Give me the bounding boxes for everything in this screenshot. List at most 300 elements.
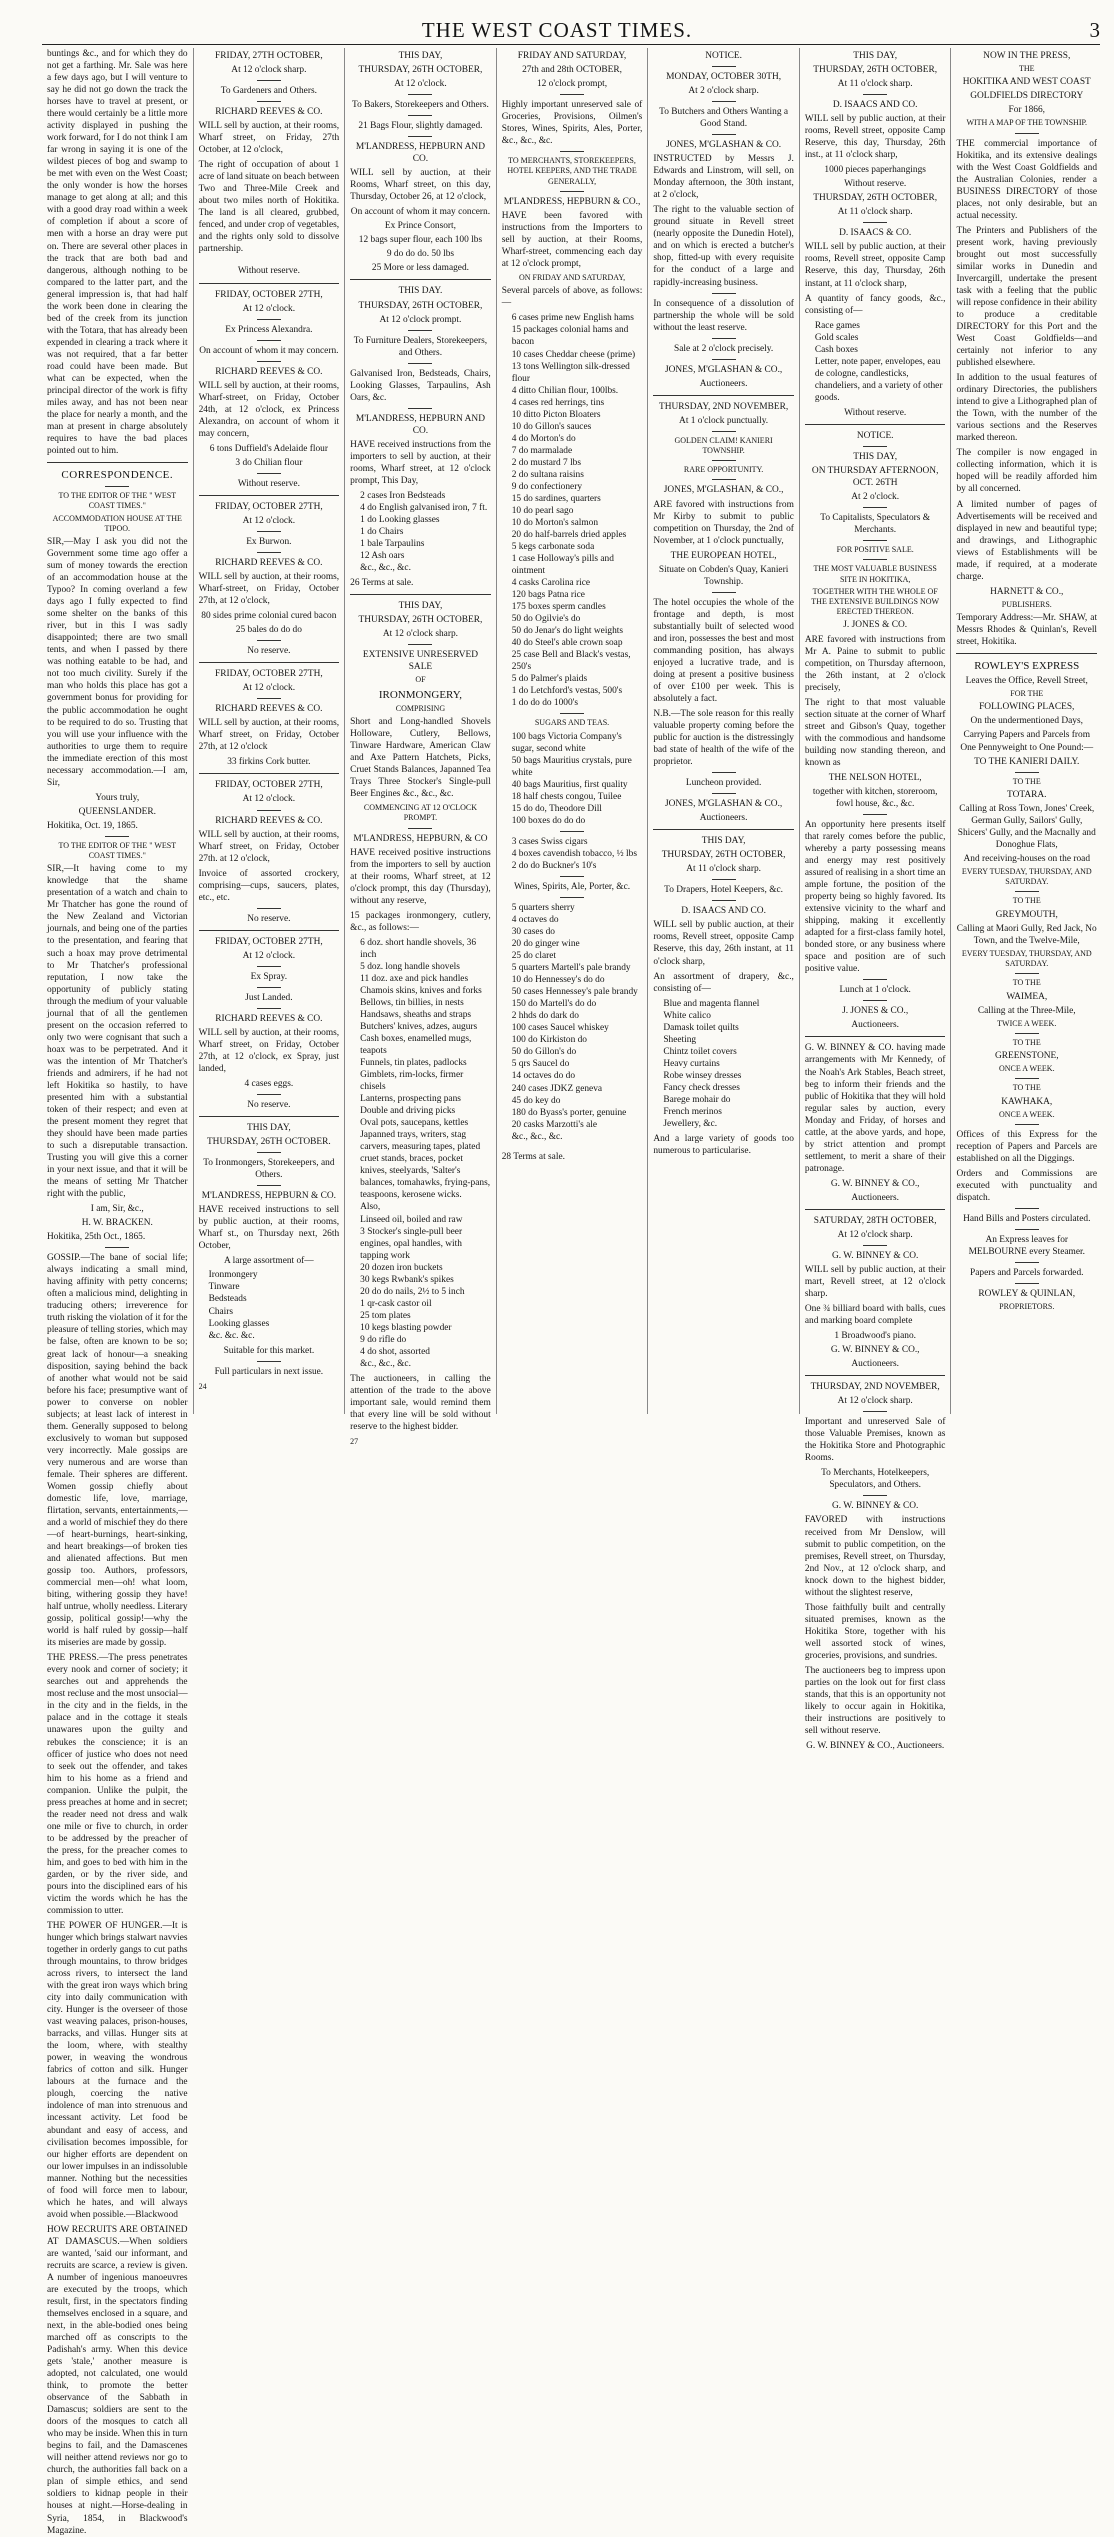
centered-line: THURSDAY, 26TH OCTOBER, xyxy=(813,65,938,76)
list-item: 5 qrs Saucel do xyxy=(511,1059,570,1070)
short-rule xyxy=(560,151,584,152)
centered-line: GOLDFIELDS DIRECTORY xyxy=(970,91,1084,102)
short-rule xyxy=(1015,1208,1039,1209)
centered-line: GREENSTONE, xyxy=(994,1051,1059,1062)
paragraph: An opportunity here presents itself that rarely comes before the public, whereby a party possessing means and energy may rest positively assured of realising in a short time an ample fortune, the position of the property being so highly favored. Its extensive vicinity to the wharf and shipping, making it excellently adapted for a first-class family hotel, bonded store, or any business where space and position are of such positive value. xyxy=(804,819,946,975)
centered-line: Leaves the Office, Revell Street, xyxy=(965,676,1088,687)
short-rule xyxy=(257,698,281,699)
short-rule xyxy=(105,486,129,487)
short-rule xyxy=(257,473,281,474)
centered-line: J. JONES & CO. xyxy=(843,620,908,631)
centered-line: THE EUROPEAN HOTEL, xyxy=(670,550,777,561)
short-rule xyxy=(712,101,736,102)
centered-line: Without reserve. xyxy=(844,407,907,418)
centered-line: At 12 o'clock. xyxy=(242,515,296,526)
short-rule xyxy=(408,408,432,409)
short-rule xyxy=(408,115,432,116)
centered-line: ROWLEY'S EXPRESS xyxy=(974,660,1080,673)
centered-line: KAWHAKA, xyxy=(1001,1096,1053,1107)
short-rule xyxy=(712,793,736,794)
centered-line: At 12 o'clock prompt. xyxy=(379,314,462,325)
paragraph: INSTRUCTED by Messrs J. Edwards and Linstrom, will sell, on Monday afternoon, the 30th instant, at 2 o'clock, xyxy=(653,154,794,201)
centered-line: On the undermentioned Days, xyxy=(970,716,1083,727)
list-item: 10 cases Cheddar cheese (prime) xyxy=(511,349,636,360)
column-rule xyxy=(47,462,188,463)
list-item: 20 do do nails, 2½ to 5 inch xyxy=(360,1286,465,1297)
paragraph: FAVORED with instructions received from Mr Denslow, will submit to public competition, on the premises, Revell street, on Thursday, 2nd Nov., at 12 o'clock sharp, and knock down to the highest bidder, without the slightest reserve, xyxy=(804,1515,946,1598)
paragraph: ARE favored with instructions from Mr Kirby to submit to public competition on Thursday, the 2nd of November, at 1 o'clock punctually, xyxy=(653,499,794,546)
item-list xyxy=(512,836,643,872)
centered-line: D. ISAACS AND CO. xyxy=(832,100,918,111)
list-item: 100 bags Victoria Company's sugar, second white xyxy=(511,731,622,754)
centered-line: JONES, M'GLASHAN & CO., xyxy=(664,799,783,810)
list-item: 5 doz. long handle shovels xyxy=(360,961,460,972)
centered-line: Without reserve. xyxy=(237,478,300,489)
list-item: 2 do mustard 7 lbs xyxy=(511,457,582,468)
paragraph: The hotel occupies the whole of the frontage and depth, is most substantially built of selected wood and iron, possesses the best and most commanding position, has always enjoyed a lucrative trade, and is doing at present a positive business of over £100 per week. This is absolutely a fact. xyxy=(653,597,794,704)
list-item: 2 cases Iron Bedsteads xyxy=(360,490,446,501)
centered-line: On account of whom it may concern. xyxy=(199,345,339,356)
list-item: Funnels, tin plates, padlocks xyxy=(360,1058,467,1069)
list-item: Letter, note paper, envelopes, eau de cologne, candlesticks, chandeliers, and a variety of other goods. xyxy=(814,356,943,403)
short-rule xyxy=(257,1185,281,1186)
list-item: Chairs xyxy=(208,1306,234,1317)
short-rule xyxy=(1015,1283,1039,1284)
list-item: 4 do English galvanised iron, 7 ft. xyxy=(360,502,488,513)
masthead-rule xyxy=(42,44,1100,45)
list-item: 12 Ash oars xyxy=(360,551,405,562)
centered-line: 21 Bags Flour, slightly damaged. xyxy=(358,121,483,132)
list-item: 50 do Jenar's do light weights xyxy=(511,626,624,637)
centered-line: 27th and 28th OCTOBER, xyxy=(522,65,622,76)
list-item: 40 do Steel's able crown soap xyxy=(511,638,623,649)
list-item: 2 do sultana raisins xyxy=(511,469,584,480)
centered-line: At 12 o'clock. xyxy=(394,79,447,90)
centered-line: Hand Bills and Posters circulated. xyxy=(963,1213,1091,1224)
centered-line: H. W. BRACKEN. xyxy=(81,1218,153,1229)
short-rule xyxy=(257,810,281,811)
short-rule xyxy=(863,814,887,815)
paragraph: Invoice of assorted crockery, comprising—cups, saucers, plates, etc., etc. xyxy=(198,868,340,903)
centered-line: Luncheon provided. xyxy=(685,778,762,789)
paragraph: Offices of this Express for the reception of Papers and Parcels are established on all the Diggings. xyxy=(956,1129,1098,1164)
list-item: 100 boxes do do do xyxy=(511,815,586,826)
list-item: 25 tom plates xyxy=(360,1310,411,1321)
list-item: 240 cases JDKZ geneva xyxy=(511,1083,603,1094)
column-rule xyxy=(199,1116,340,1117)
centered-line: At 11 o'clock sharp. xyxy=(837,207,913,218)
short-rule xyxy=(560,191,584,192)
centered-line: CORRESPONDENCE. xyxy=(61,469,174,482)
list-item: Chintz toilet covers xyxy=(663,1046,737,1057)
list-item: 20 casks Marzotti's ale xyxy=(511,1119,597,1130)
centered-line: 12 bags super flour, each 100 lbs xyxy=(358,235,483,246)
item-list xyxy=(512,902,643,1143)
paragraph: WILL sell by public auction, at their rooms, Revell street, opposite Camp Reserve, this day, 26th instant, at 11 o'clock sharp, xyxy=(653,920,794,967)
short-rule xyxy=(712,772,736,773)
list-item: Handsaws, sheaths and straps xyxy=(360,1009,472,1020)
paragraph: 26 Terms at sale. xyxy=(350,578,414,589)
list-item: 1 do Letchford's vestas, 500's xyxy=(511,686,623,697)
centered-line: Auctioneers. xyxy=(851,1020,899,1031)
centered-line: TO THE KANIERI DAILY. xyxy=(974,756,1080,767)
list-item: 9 do confectionery xyxy=(511,481,583,492)
item-list xyxy=(512,731,643,827)
centered-line: FOLLOWING PLACES, xyxy=(979,702,1075,713)
list-item: 4 octaves do xyxy=(511,915,559,926)
list-item: 4 casks Carolina rice xyxy=(511,578,591,589)
column-rule xyxy=(805,1375,946,1376)
centered-line: I am, Sir, &c., xyxy=(90,1204,144,1215)
centered-line: To Butchers and Others Wanting a Good Stand. xyxy=(659,107,789,130)
short-rule xyxy=(257,1094,281,1095)
list-item: 10 ditto Picton Bloaters xyxy=(511,409,601,420)
paragraph: THE commercial importance of Hokitika, and its extensive dealings with the West Coast Goldfields and the Australian Colonies, render a BUSINESS DIRECTORY of those places, not only desirable, but an actual necessity. xyxy=(956,138,1098,221)
centered-line: Carrying Papers and Parcels from One Pennyweight to One Pound:— xyxy=(960,730,1094,753)
column-5 xyxy=(648,48,800,1414)
centered-line: THURSDAY, 26TH OCTOBER, xyxy=(661,850,786,861)
paragraph: SIR,—May I ask you did not the Government some time ago offer a sum of money towards the erection of an accommodation house at the Typoo? In coming overland a few days ago I fully expected to find some shelter on the banks of this river, but in this I was sadly disappointed; there are two small tents, and when I passed by there was nothing eatable to be had, and not too much civility. Surely if the man who holds this place has got a government bonus for providing for the public accommodation he ought to be required to do so. Trusting that you will use your influence with the authorities to urge them to require the immediate erection of this most necessary accommodation.—I am, Sir, xyxy=(47,537,188,788)
paragraph: GOSSIP.—The bane of social life; always indicating a small mind, having affinity with petty concerns; often a malicious mind, delighting in traducing others; irreverence for truth risking the violation of it for the pleasure of telling stories, which may be false, often are known to be so; great lack of honour—a sneaking disposition, saying behind the back of another what would not be said before his face; presumptive want of power to converse on nobler subjects; at least lack of interest in them. Generally supposed to belong exclusively to woman but supposed very incorrectly. Male gossips are very numerous and are worse than female. Their spheres are different. Women gossip chiefly about domestic life, love, marriage, flirtation, servants, entertainments,—and a world of mischief they do there—of heart-burnings, heart-sinking, and heart breakings—of broken ties and alienated affections. But men gossip too. Authors, professors, commercial men—oh! what loom, biting, withering gossip they have! half untrue, wholly needless. Literary gossip, political gossip!—why the world is half ruled by gossip—half its miseries are made by gossip. xyxy=(47,1253,188,1649)
short-rule xyxy=(257,80,281,81)
advert-number: 24 xyxy=(198,1381,207,1391)
column-rule xyxy=(956,653,1097,654)
paragraph: A quantity of fancy goods, &c., consisting of— xyxy=(804,293,946,316)
centered-line: EVERY TUESDAY, THURSDAY, AND SATURDAY. xyxy=(961,948,1092,969)
list-item: 14 octaves do do xyxy=(511,1071,576,1082)
list-item: 4 cases red herrings, tins xyxy=(511,397,605,408)
centered-line: TO THE xyxy=(1012,1083,1041,1093)
centered-line: RICHARD REEVES & CO. xyxy=(215,704,323,715)
centered-line: Auctioneers. xyxy=(851,1359,899,1370)
list-item: 20 do half-barrels dried apples xyxy=(511,529,627,540)
centered-line: G. W. BINNEY & CO. xyxy=(831,1250,919,1261)
paragraph: WILL sell by auction, at their rooms, Wharf street, on Friday, October 27th, at 12 o'clock xyxy=(198,718,340,753)
centered-line: An Express leaves for MELBOURNE every Steamer. xyxy=(968,1235,1085,1258)
list-item: Sheeting xyxy=(663,1034,697,1045)
item-list xyxy=(512,312,643,709)
centered-line: TO THE xyxy=(1012,978,1041,988)
list-item: 20 dozen iron buckets xyxy=(360,1262,443,1273)
list-item: 5 quarters sherry xyxy=(511,903,575,914)
short-rule xyxy=(257,319,281,320)
paragraph: HAVE received positive instructions from the importers to sell by auction at their rooms, Wharf street, at 12 o'clock prompt, this day (Thursday), without any reserve, xyxy=(350,847,491,906)
centered-line: FRIDAY, OCTOBER 27TH, xyxy=(215,780,323,791)
list-item: 2 do do Buckner's 10's xyxy=(511,860,597,871)
centered-line: FRIDAY AND SATURDAY, xyxy=(517,51,627,61)
list-item: Lanterns, prospecting pans xyxy=(360,1094,461,1105)
centered-line: At 2 o'clock. xyxy=(851,491,900,502)
list-item: 4 do Morton's do xyxy=(511,433,576,444)
short-rule xyxy=(1015,1078,1039,1079)
centered-line: A large assortment of— xyxy=(224,1256,314,1267)
centered-line: SATURDAY, 28TH OCTOBER, xyxy=(813,1215,937,1226)
paragraph: WILL sell by auction, at their rooms, Wharf street, on Friday, October 27th, at 12 o'clock, ex Spray, just landed, xyxy=(198,1027,340,1074)
paragraph: And a large variety of goods too numerous to particularise. xyxy=(653,1133,794,1156)
column-6 xyxy=(800,48,952,1752)
centered-line: THURSDAY, 26TH OCTOBER, xyxy=(358,615,483,626)
centered-line: Situate on Cobden's Quay, Kanieri Township. xyxy=(658,564,789,587)
paragraph: THE POWER OF HUNGER.—It is hunger which brings stalwart navvies together in orderly gangs to cut paths through mountains, to throw bridges across rivers, to intersect the land with the great iron ways which bring city into daily communication with city. Hunger is the overseer of those vast weaving palaces, prison-houses, barracks, and villas. Hunger sits at the loom, where, with stealthy power, in weaving the wondrous fabrics of cotton and silk. Hunger labours at the furnace and the plough, coercing the native indolence of man into strenuous and incessant activity. Let food be abundant and easy of access, and civilisation becomes impossible, for our higher efforts are dependent on our lower impulses in an indissoluble manner. Nothing but the necessities of food will force men to labour, which he hates, and will always avoid when possible.—Blackwood xyxy=(47,1920,188,2220)
short-rule xyxy=(863,1000,887,1001)
centered-line: WAIMEA, xyxy=(1006,991,1048,1002)
list-item: 1 do Looking glasses xyxy=(360,514,440,525)
centered-line: Without reserve. xyxy=(237,266,300,277)
item-list xyxy=(360,937,491,1370)
paragraph: G. W. BINNEY & CO. having made arrangements with Mr Kennedy, of the Noah's Ark Stables, Beach street, beg to inform their friends and the public of Hokitika that they will hold regular sales by auction, every Monday and Friday, of horses and cattle, at the above yards, and hope, by strict attention and prompt settlement, to merit a share of their patronage. xyxy=(804,1043,946,1174)
paragraph: Orders and Commissions are executed with punctuality and dispatch. xyxy=(956,1168,1098,1203)
paragraph: Important and unreserved Sale of those Valuable Premises, known as the Hokitika Store and Photographic Rooms. xyxy=(804,1417,946,1464)
centered-line: GREYMOUTH, xyxy=(995,909,1058,920)
list-item: 100 do Kirkiston do xyxy=(511,1035,587,1046)
centered-line: At 1 o'clock punctually. xyxy=(679,415,769,426)
paragraph: The right to the valuable section of ground situate in Revell street (nearly opposite the Dunedin Hotel), and on which is erected a butcher's shop, fitted-up with every requisite for the conduct of a large and rapidly-increasing business. xyxy=(653,205,794,288)
list-item: 45 do key do xyxy=(511,1095,561,1106)
list-item: 11 doz. axe and pick handles xyxy=(360,973,469,984)
centered-line: Ex Princess Alexandra. xyxy=(225,324,313,335)
column-rule xyxy=(199,930,340,931)
short-rule xyxy=(712,592,736,593)
paragraph: WILL sell by auction, at their Rooms, Wharf street, on this day, Thursday, October 26, at 12 o'clock, xyxy=(350,168,491,203)
list-item: Also, xyxy=(360,1202,381,1213)
centered-line: Auctioneers. xyxy=(699,813,748,824)
short-rule xyxy=(712,338,736,339)
short-rule xyxy=(1015,1124,1039,1125)
list-item: 2 hhds do dark do xyxy=(511,1011,579,1022)
centered-line: Auctioneers. xyxy=(699,378,748,389)
paragraph: WILL sell by auction, at their rooms, Wharf street, on Friday, October 27th. at 12 o'clock, xyxy=(198,829,340,864)
column-2 xyxy=(194,48,346,1414)
list-item: Cash boxes, enamelled mugs, teapots xyxy=(360,1034,472,1057)
centered-line: SUGARS AND TEAS. xyxy=(534,718,610,728)
short-rule xyxy=(560,713,584,714)
centered-line: JONES, M'GLASHAN & CO., xyxy=(664,364,783,375)
list-item: Jewellery, &c. xyxy=(663,1118,718,1129)
centered-line: THIS DAY, xyxy=(398,51,443,61)
list-item: Gimblets, rim-locks, firmer chisels xyxy=(360,1070,464,1093)
paragraph: Several parcels of above, as follows:— xyxy=(501,286,643,309)
centered-line: HOKITIKA AND WEST COAST xyxy=(962,77,1091,88)
list-item: French merinos xyxy=(663,1106,722,1117)
paragraph: WILL sell by auction, at their rooms, Wharf-street, on Friday, October 27th, at 12 o'clock, xyxy=(198,572,340,607)
short-rule xyxy=(560,831,584,832)
centered-line: THURSDAY, 2ND NOVEMBER, xyxy=(810,1382,940,1393)
centered-line: G. W. BINNEY & CO., Auctioneers. xyxy=(806,1741,945,1752)
centered-line: 3 do Chilian flour xyxy=(235,457,303,468)
paragraph: The auctioneers beg to impress upon parties on the look out for first class stands, that this is an opportunity not likely to occur again in Hokitika, their instructions are positively to sell without reserve. xyxy=(804,1665,946,1736)
centered-line: Ex Burwon. xyxy=(246,536,292,547)
paragraph: The auctioneers, in calling the attention of the trade to the above important sale, would remind them that every line will be sold without reserve to the highest bidder. xyxy=(350,1373,491,1433)
short-rule xyxy=(408,94,432,95)
list-item: 5 quarters Martell's pale brandy xyxy=(511,963,631,974)
paragraph: In addition to the usual features of ordinary Directories, the publishers intend to give a Lithographed plan of the Town, with the number of the various sections and the Reserves marked thereon. xyxy=(956,373,1098,444)
paragraph: ARE favored with instructions from Mr A. Paine to submit to public competition, on Thursday afternoon, the 26th instant, at 2 o'clock precisely, xyxy=(804,634,946,693)
list-item: 10 do Gillon's sauces xyxy=(511,421,592,432)
centered-line: ON THURSDAY AFTERNOON, OCT. 26TH xyxy=(811,465,939,488)
centered-line: Lunch at 1 o'clock. xyxy=(839,985,911,996)
short-rule xyxy=(1015,133,1039,134)
centered-line: Auctioneers. xyxy=(851,1192,899,1203)
item-list xyxy=(209,1269,340,1341)
centered-line: M'LANDRESS, HEPBURN AND CO. xyxy=(355,413,485,436)
centered-line: NOTICE. xyxy=(856,430,894,441)
list-item: 10 do pearl sago xyxy=(511,505,574,516)
short-rule xyxy=(257,987,281,988)
paragraph: One ¾ billiard board with balls, cues and marking board complete xyxy=(804,1304,946,1327)
list-item: 175 boxes sperm candles xyxy=(511,602,606,613)
list-item: 10 do Hennessey's do do xyxy=(511,975,605,986)
centered-line: Calling at Ross Town, Jones' Creek, German Gully, Sailors' Gully, Shicers' Gully, and the Macnally and Donoghue Flats, xyxy=(957,803,1096,850)
list-item: 1 do do do 1000's xyxy=(511,698,579,709)
short-rule xyxy=(712,460,736,461)
list-item: 7 do marmalade xyxy=(511,445,573,456)
centered-line: ON FRIDAY AND SATURDAY, xyxy=(518,273,626,283)
paragraph: THE PRESS.—The press penetrates every nook and corner of society; it searches out and apprehends the most recluse and the most unsocial—in the city and in the fields, in the palace and in the cottage it steals unawares upon the guilty and rebukes the conscience; it is an officer of justice who does not need to seek out the offender, and takes him to his home as a friend and companion. Unlike the pulpit, the press preaches at home and in secret; the reader need not dress and walk one mile or five to church, in order to be addressed by the preacher of the press, for the preacher comes to him, and goes to bed with him in the garden, or by the river side, and pours into the disciplined ears of his victim the words which he has the commission to utter. xyxy=(47,1653,188,1916)
column-4 xyxy=(497,48,649,1414)
centered-line: At 12 o'clock. xyxy=(242,794,296,805)
newspaper-masthead: THE WEST COAST TIMES. xyxy=(421,18,693,42)
column-rule xyxy=(350,594,491,595)
centered-line: 9 do do do. 50 lbs xyxy=(386,249,455,260)
list-item: 4 ditto Chilian flour, 100lbs. xyxy=(511,385,619,396)
list-item: 1 qr-cask castor oil xyxy=(360,1298,432,1309)
centered-line: TO MERCHANTS, STOREKEEPERS, HOTEL KEEPERS, AND THE TRADE GENERALLY, xyxy=(507,156,637,186)
centered-line: G. W. BINNEY & CO. xyxy=(831,1501,919,1512)
centered-line: THE MOST VALUABLE BUSINESS SITE IN HOKITIKA, xyxy=(813,564,937,584)
centered-line: THE xyxy=(1018,64,1035,74)
short-rule xyxy=(863,1245,887,1246)
centered-line: NOTICE. xyxy=(705,51,742,61)
list-item: White calico xyxy=(663,1010,711,1021)
item-list xyxy=(815,320,946,404)
centered-line: D. ISAACS & CO. xyxy=(839,228,912,239)
centered-line: M'LANDRESS, HEPBURN & CO. xyxy=(201,1191,336,1202)
centered-line: ACCOMMODATION HOUSE AT THE TIPOO. xyxy=(52,513,182,533)
short-rule xyxy=(408,828,432,829)
item-list xyxy=(663,998,794,1130)
centered-line: THURSDAY, 26TH OCTOBER, xyxy=(358,65,483,76)
short-rule xyxy=(408,330,432,331)
paragraph: A limited number of pages of Advertisements will be received and displayed in new and beautiful type; and drawings, and Lithographic views of Establishments will be made, if required, at a moderate charge. xyxy=(956,499,1098,582)
list-item: Butchers' knives, adzes, augurs xyxy=(360,1022,478,1033)
list-item: 18 half chests congou, Tuilee xyxy=(511,791,622,802)
centered-line: G. W. BINNEY & CO., xyxy=(830,1178,920,1189)
centered-line: THE NELSON HOTEL, xyxy=(828,772,922,783)
paragraph: The right to that most valuable section situate at the corner of Wharf street and Gibson's Quay, together with the commodious and handsome building now standing thereon, and known as xyxy=(804,697,946,768)
centered-line: At 12 o'clock sharp. xyxy=(837,1396,913,1407)
short-rule xyxy=(105,836,129,837)
centered-line: ROWLEY & QUINLAN, xyxy=(978,1289,1076,1300)
short-rule xyxy=(863,94,887,95)
centered-line: 25 bales do do do xyxy=(235,625,302,636)
list-item: 15 packages colonial hams and bacon xyxy=(511,325,629,348)
list-item: 1 bale Tarpaulins xyxy=(360,539,425,550)
column-7 xyxy=(951,48,1102,1414)
list-item: 5 kegs carbonate soda xyxy=(511,542,595,552)
centered-line: EXTENSIVE UNRESERVED SALE xyxy=(362,650,479,673)
short-rule xyxy=(257,908,281,909)
paragraph: Short and Long-handled Shovels Holloware, Cutlery, Bellows, Tinware Hardware, American Claw and Axe Pattern Hatchets, Picks, Cruet Stands Balances, Japanned Tea Trays Three Stocker's Single-pull Beer Engines &c., &c., &c. xyxy=(350,716,491,800)
centered-line: Suitable for this market. xyxy=(223,1345,315,1356)
list-item: 50 bags Mauritius crystals, pure white xyxy=(511,755,632,778)
item-list xyxy=(360,490,491,574)
centered-line: TWICE A WEEK. xyxy=(997,1018,1057,1028)
list-item: Looking glasses xyxy=(208,1318,270,1329)
list-item: Japanned trays, writers, stag carvers, measuring tapes, plated cruet stands, braces, pocket knives, steelyards, 'Salter's balances, tomahawks, frying-pans, teaspoons, kerosene wicks. xyxy=(360,1130,491,1201)
short-rule xyxy=(863,507,887,508)
short-rule xyxy=(712,293,736,294)
list-item: 3 Stocker's single-pull beer engines, opal handles, with tapping work xyxy=(360,1226,463,1261)
paragraph: HAVE been favored with instructions from the Importers to sell by auction, at their Rooms, Wharf-street, commencing each day at 12 o'clock prompt, xyxy=(501,210,643,270)
centered-line: ONCE A WEEK. xyxy=(998,1064,1055,1074)
list-item: 10 do Morton's salmon xyxy=(511,517,599,528)
centered-line: WITH A MAP OF THE TOWNSHIP. xyxy=(966,118,1088,128)
centered-line: J. JONES & CO., xyxy=(842,1006,909,1017)
list-item: 4 boxes cavendish tobacco, ½ lbs xyxy=(511,848,637,859)
short-rule xyxy=(1015,891,1039,892)
centered-line: TO THE xyxy=(1012,896,1041,906)
column-rule xyxy=(199,495,340,496)
paragraph: HAVE received instructions to sell by public auction, at their rooms, Wharf st., on Thursday next, 26th October, xyxy=(198,1205,340,1252)
list-item: 1 do Chairs xyxy=(360,527,404,537)
centered-line: Ex Spray. xyxy=(250,971,288,982)
list-item: Chamois skins, knives and forks xyxy=(360,985,482,996)
short-rule xyxy=(257,552,281,553)
short-rule xyxy=(712,879,736,880)
centered-line: THIS DAY, xyxy=(398,601,443,612)
page-number: 3 xyxy=(1089,18,1100,42)
paragraph: 15 packages ironmongery, cutlery, &c., as follows:— xyxy=(350,910,491,933)
short-rule xyxy=(257,640,281,641)
centered-line: RICHARD REEVES & CO. xyxy=(215,558,323,568)
centered-line: RICHARD REEVES & CO. xyxy=(215,815,323,826)
paragraph: The compiler is now engaged in collecting information, which it is hoped will be readily afforded him by all concerned. xyxy=(956,448,1098,495)
centered-line: G. W. BINNEY & CO., xyxy=(830,1345,920,1356)
centered-line: Calling at Maori Gully, Red Jack, No Town, and the Twelve-Mile, xyxy=(956,923,1097,946)
centered-line: No reserve. xyxy=(247,646,291,657)
short-rule xyxy=(257,1008,281,1009)
centered-line: QUEENSLANDER. xyxy=(78,806,156,817)
centered-line: And receiving-houses on the road xyxy=(963,853,1091,864)
centered-line: RICHARD REEVES & CO. xyxy=(215,1013,323,1024)
list-item: 3 cases Swiss cigars xyxy=(511,836,588,847)
list-item: 25 case Bell and Black's vestas, 250's xyxy=(511,650,631,673)
list-item: 13 tons Wellington silk-dressed flour xyxy=(511,361,630,384)
centered-line: Calling at the Three-Mile, xyxy=(977,1005,1076,1016)
centered-line: To Capitalists, Speculators & Merchants. xyxy=(820,513,931,536)
centered-line: Yours truly, xyxy=(95,792,140,803)
list-item: 6 doz. short handle shovels, 36 inch xyxy=(360,937,477,960)
list-item: 10 kegs blasting powder xyxy=(360,1322,452,1333)
centered-line: No reserve. xyxy=(247,1100,291,1111)
centered-line: 12 o'clock prompt, xyxy=(536,79,608,90)
paragraph: HAVE received instructions from the importers to sell by auction, at their rooms, Wharf street, at 12 o'clock prompt, This Day, xyxy=(350,439,491,486)
centered-line: TOTARA. xyxy=(1007,789,1047,800)
centered-line: OF xyxy=(415,675,426,685)
centered-line: THURSDAY, 2ND NOVEMBER, xyxy=(659,401,789,412)
centered-line: At 11 o'clock sharp. xyxy=(837,79,913,90)
short-rule xyxy=(712,431,736,432)
paragraph: SIR,—It having come to my knowledge that the shame presentation of a watch and chain to Mr Thatcher has gone the round of the New Zealand and Victorian journals, and being one of the parties to the presentation, and fearing that such a hoax may prove detrimental to Mr Thatcher's professional reputation, I now take the opportunity of publicly stating through the medium of your valuable journal that of all the gentlemen present on the occasion referred to only two were cognisant that such a hoax was to be perpetrated. And it was the intention of Mr Thatcher's friends and admirers, if he had not left Hokitika so hastily, to have presented him with a substantial token of their respect; and even at the present moment they regret that they should have been made parties to such a disreputable transaction. Trusting you will give this a corner in your next issue, and that it will be the means of setting Mr Thatcher right with the public, xyxy=(47,864,188,1200)
list-item: Cash boxes xyxy=(814,344,858,355)
centered-line: 6 tons Duffield's Adelaide flour xyxy=(209,443,328,454)
short-rule xyxy=(560,94,584,95)
short-rule xyxy=(560,897,584,898)
column-rule xyxy=(350,279,491,280)
spacer xyxy=(199,258,340,263)
list-item: 100 cases Saucel whiskey xyxy=(511,1023,609,1034)
centered-line: 1000 pieces paperhangings xyxy=(824,165,926,176)
